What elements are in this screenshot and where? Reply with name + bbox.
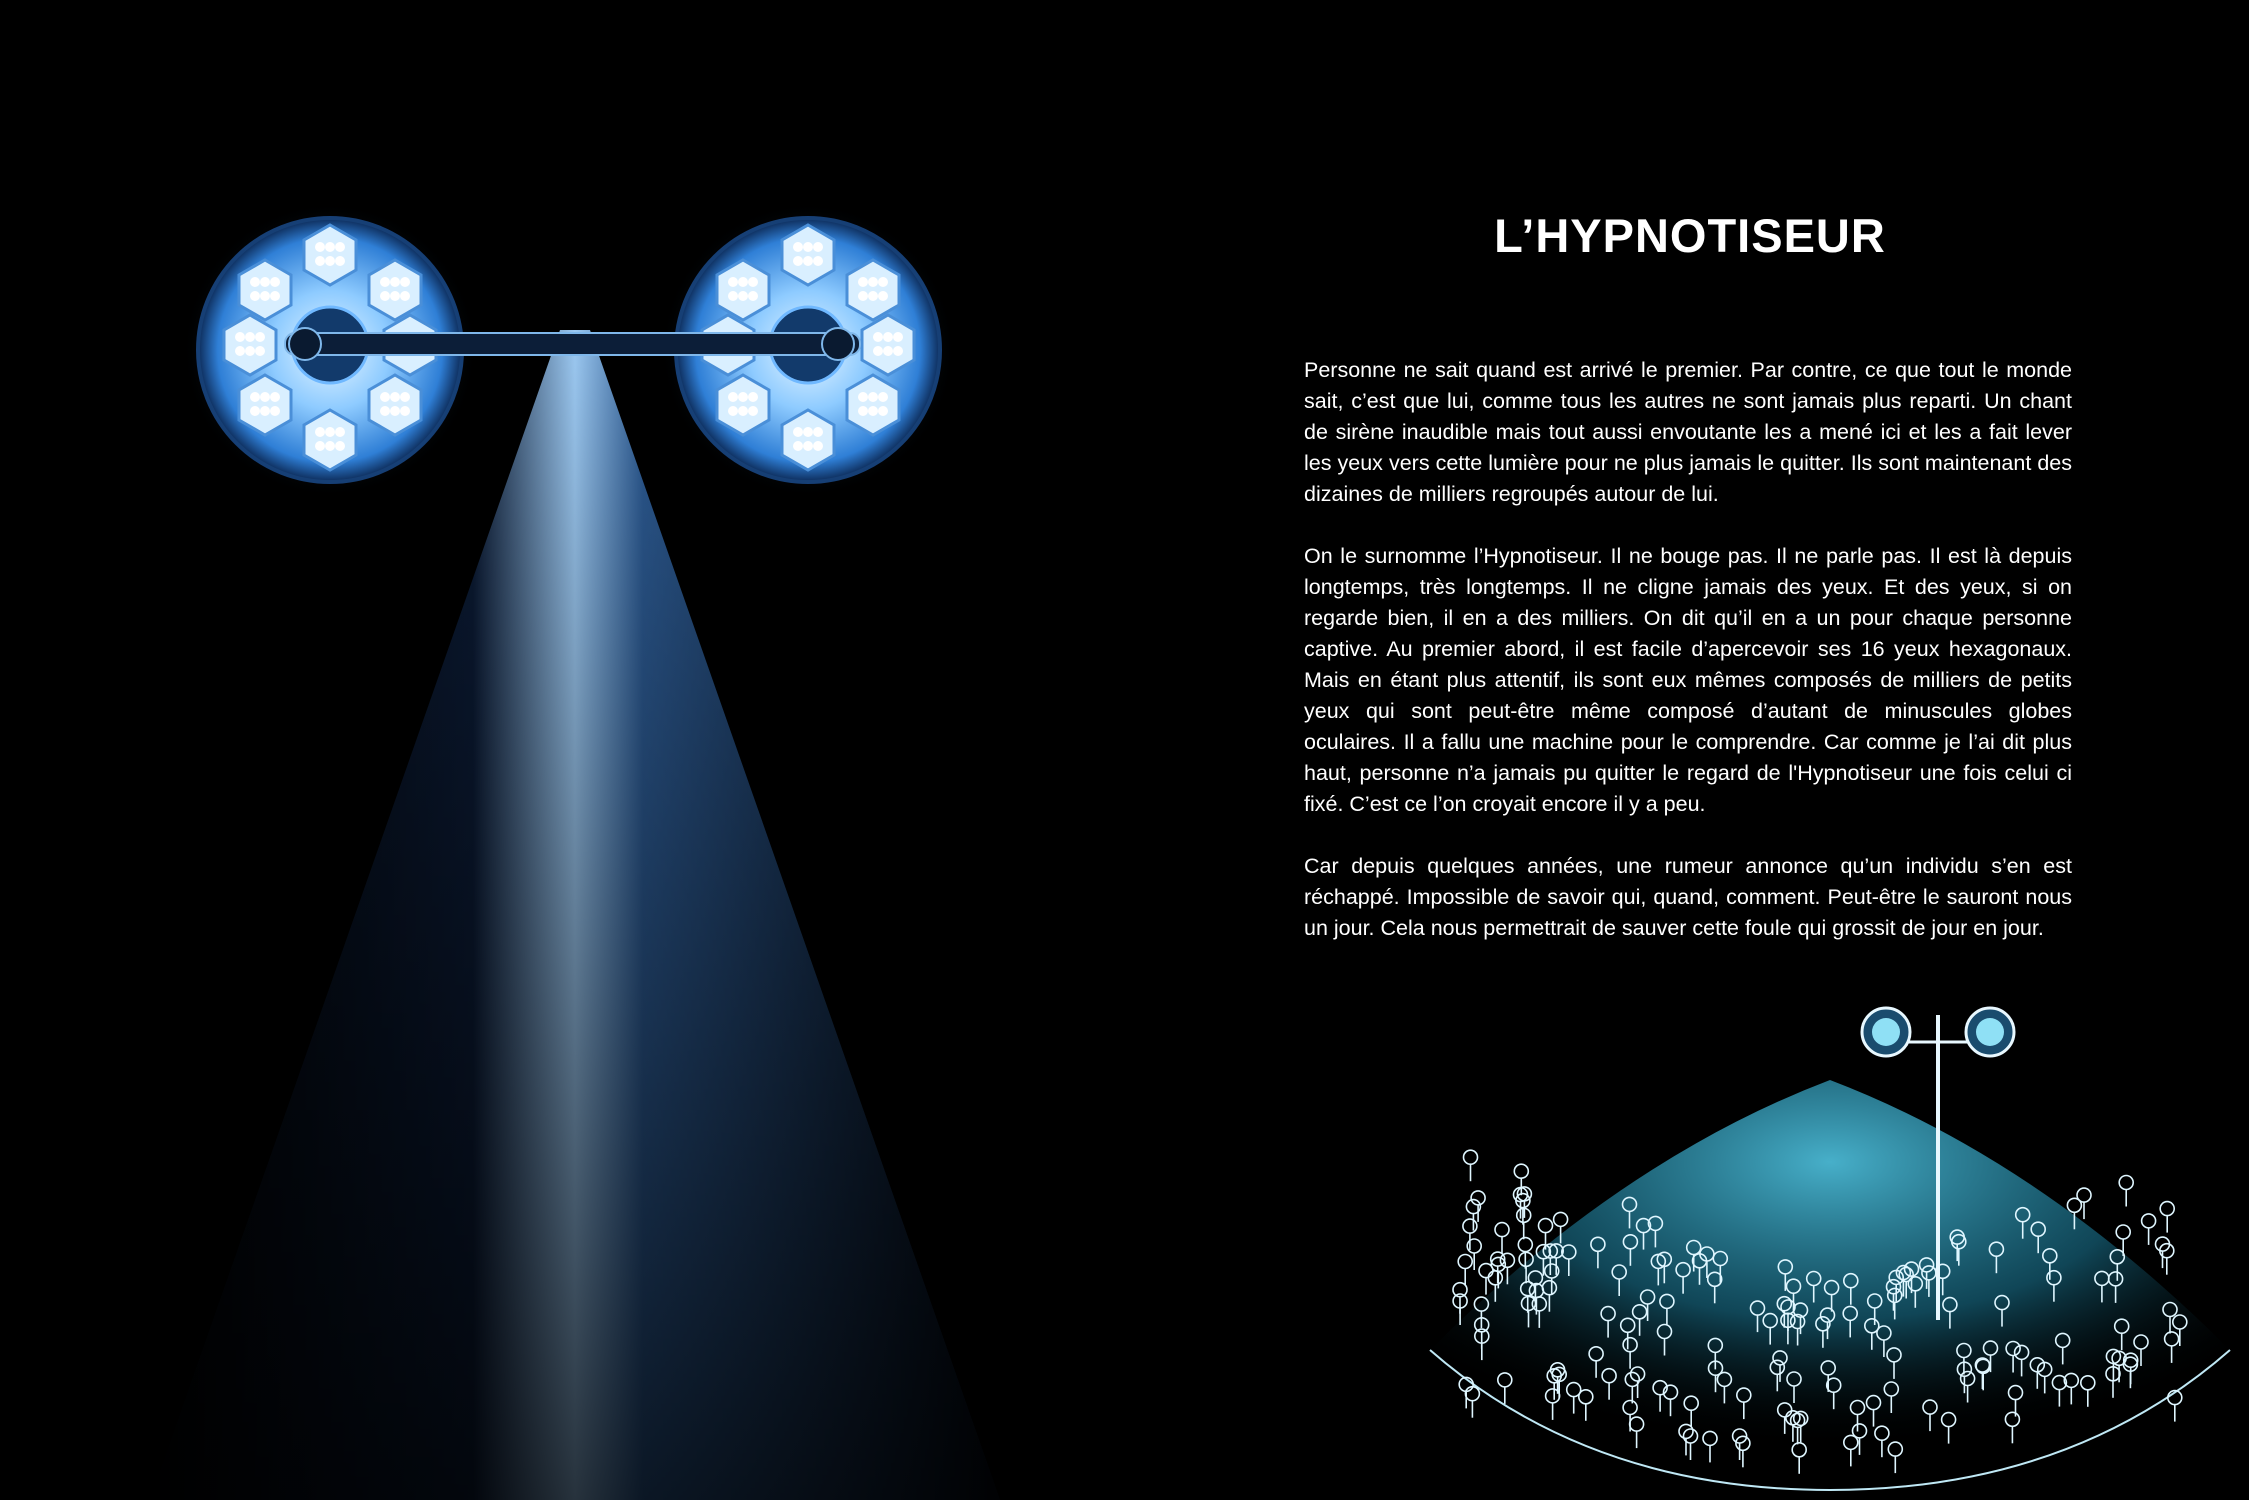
- article-body: [1304, 355, 2072, 975]
- crowd-figure: [1464, 1150, 1478, 1181]
- crowd-figure: [2142, 1214, 2156, 1245]
- crowd-figure: [1453, 1283, 1467, 1314]
- crowd-figure: [2077, 1188, 2091, 1219]
- paragraph-2: On le surnomme l’Hypnotiseur. Il ne bouge pas. Il ne parle pas. Il est là depuis longtemps, très longtemps. Il ne cligne jamais des yeux. Et des yeux, si on regarde bien, il en a des milliers. On dit qu’il en a un pour chaque personne captive. Au premier abord, il est facile d’apercevoir ses 16 yeux hexagonaux. Mais en étant plus attentif, ils sont eux mêmes composés de milliers de petits yeux qui sont peut-être même composé d’autant de minuscules globes oculaires. Il a fallu une machine pour le comprendre. Car comme je l’ai dit plus haut, personne n’a jamais pu quitter le regard de l'Hypnotiseur une fois celui ci fixé. C’est ce l’on croyait encore il y a peu.: [1304, 544, 2072, 816]
- paragraph-1: Personne ne sait quand est arrivé le premier. Par contre, ce que tout le monde sait, c’est que lui, comme tous les autres ne sont jamais plus reparti. Un chant de sirène inaudible mais tout aussi envoutante les a mené ici et les a fait lever les yeux vers cette lumière pour ne plus jamais le quitter. Ils sont maintenant des dizaines de milliers regroupés autour de lui.: [1304, 358, 2072, 506]
- crowd-figure: [1479, 1264, 1493, 1295]
- crowd-figure: [1458, 1255, 1472, 1286]
- crowd-figure: [2119, 1176, 2133, 1207]
- paragraph-3: Car depuis quelques années, une rumeur annonce qu’un individu s’en est réchappé. Impossible de savoir qui, quand, comment. Peut-être le sauront nous un jour. Cela nous permettrait de sauver cette foule qui grossit de jour en jour.: [1304, 854, 2072, 940]
- crowd-figure: [2160, 1202, 2174, 1233]
- page-title: L’HYPNOTISEUR: [1494, 209, 1886, 262]
- crowd-illustration: [1420, 990, 2240, 1500]
- crowd-figure: [1495, 1223, 1509, 1254]
- crowd-figure: [1463, 1219, 1477, 1250]
